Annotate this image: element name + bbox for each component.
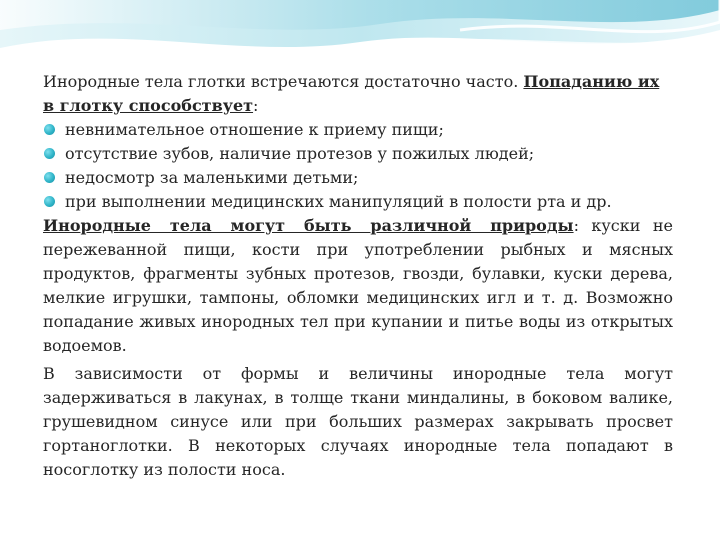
list-item-text: при выполнении медицинских манипуляций в полости рта и др.	[65, 192, 612, 211]
list-item-text: невнимательное отношение к приему пищи;	[65, 120, 444, 139]
causes-list	[43, 118, 673, 214]
nature-paragraph	[43, 214, 673, 358]
list-item	[43, 118, 673, 142]
bullet-dot-icon	[44, 124, 55, 135]
list-item	[43, 190, 673, 214]
intro-tail: :	[253, 96, 259, 115]
slide-content	[43, 70, 673, 482]
list-item	[43, 142, 673, 166]
nature-text: : куски не пережеванной пищи, кости при употреблении рыбных и мясных продуктов, фрагменты зубных протезов, гвозди, булавки, куски дерева, мелкие игрушки, тампоны, обломки медицинских игл и т. д. Возможно попадание живых инородных тел при купании и питье воды из открытых водоемов.	[43, 216, 674, 355]
location-paragraph: В зависимости от формы и величины инородные тела могут задерживаться в лакунах, в толще ткани миндалины, в боковом валике, грушевидном синусе или при больших размерах закрывать просвет гортаноглотки. В некоторых случаях инородные тела попадают в носоглотку из полости носа.	[43, 364, 673, 479]
list-item-text: отсутствие зубов, наличие протезов у пожилых людей;	[65, 144, 535, 163]
list-item-text: недосмотр за маленькими детьми;	[65, 168, 359, 187]
bullet-dot-icon	[44, 148, 55, 159]
bullet-dot-icon	[44, 172, 55, 183]
header-wave-decoration	[0, 0, 720, 80]
intro-emphasis: Попаданию их в глотку способствует	[43, 72, 660, 115]
list-item	[43, 166, 673, 190]
bullet-dot-icon	[44, 196, 55, 207]
intro-paragraph	[43, 70, 673, 118]
nature-emphasis: Инородные тела могут быть различной природы	[43, 216, 574, 235]
intro-text: Инородные тела глотки встречаются достаточно часто.	[43, 72, 524, 91]
